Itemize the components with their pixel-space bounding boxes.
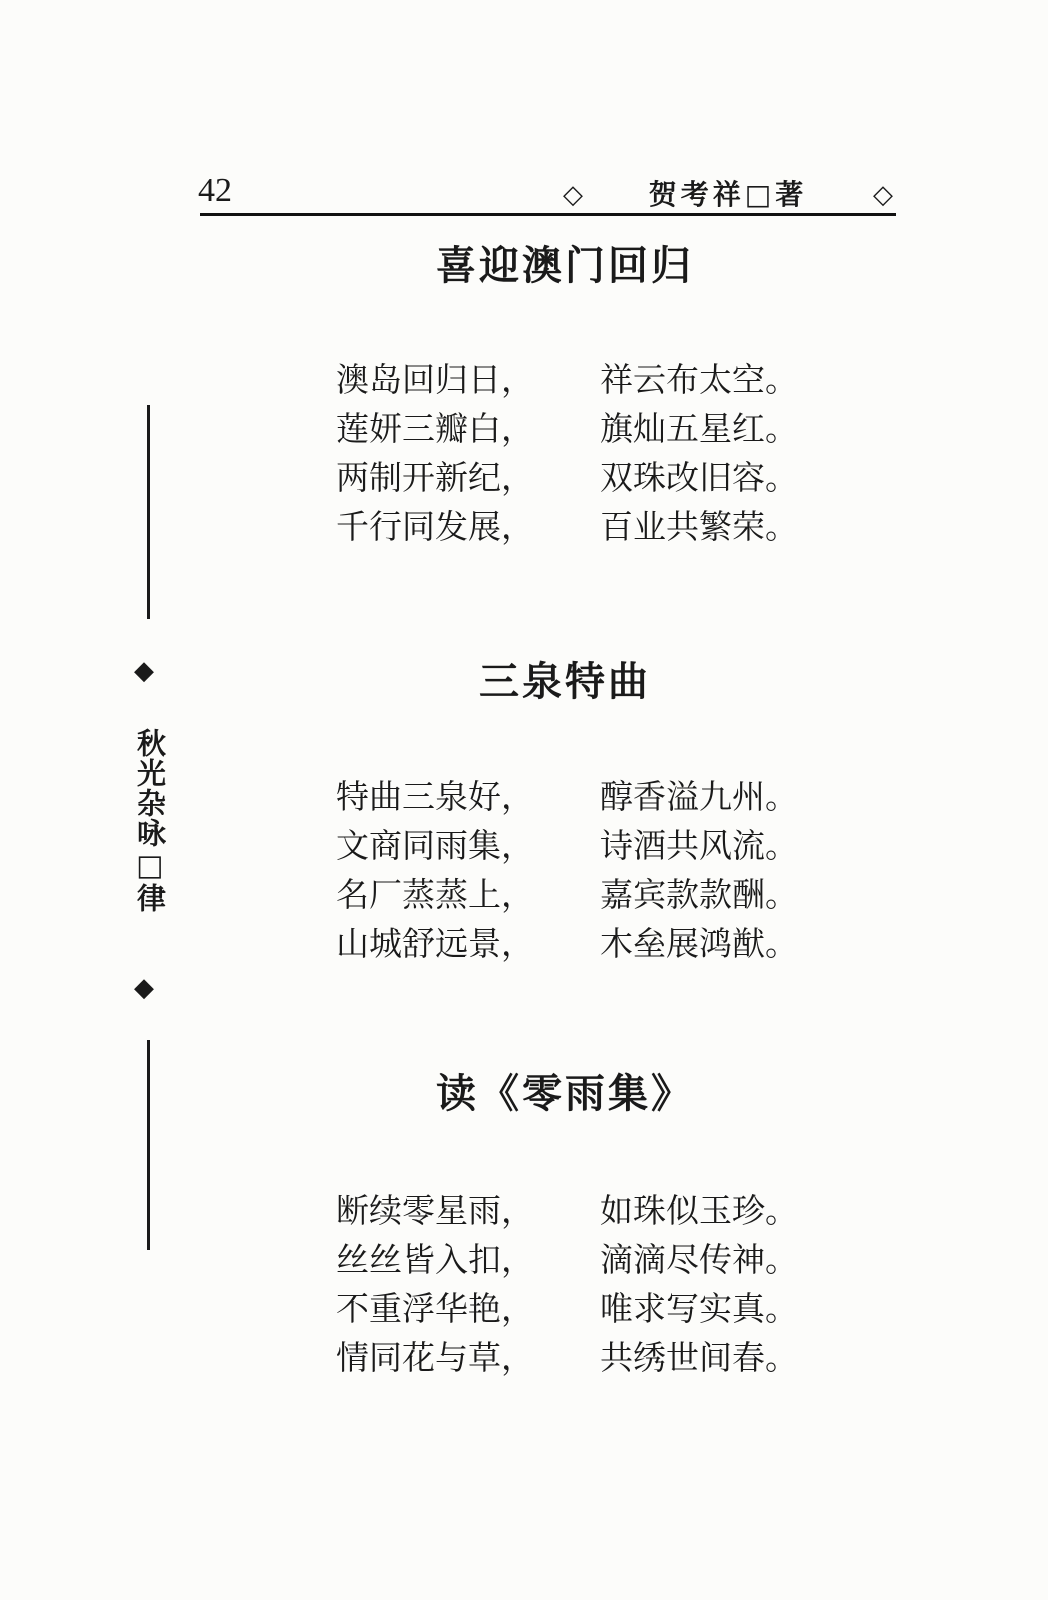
poem-body (336, 1186, 836, 1382)
poem-line-second-half: 诗酒共风流。 (600, 826, 798, 865)
poem-line (336, 1235, 836, 1284)
poem-line-second-half: 嘉宾款款酬。 (600, 875, 798, 914)
poem-line-second-half: 如珠似玉珍。 (600, 1191, 798, 1230)
poem-line-second-half: 旗灿五星红。 (600, 409, 798, 448)
poem-line (336, 1186, 836, 1235)
side-vertical-rule (147, 405, 150, 619)
poem-line-second-half: 共绣世间春。 (600, 1338, 798, 1377)
poem-body (336, 355, 836, 551)
poem-line-second-half: 祥云布太空。 (600, 360, 798, 399)
poem-line-first-half: 千行同发展， (336, 507, 534, 546)
author-name: 贺考祥□著 (648, 178, 808, 211)
poem-line (336, 1284, 836, 1333)
poem-line-first-half: 不重浮华艳， (336, 1289, 534, 1328)
running-header (563, 178, 893, 212)
poem-line-second-half: 滴滴尽传神。 (600, 1240, 798, 1279)
poem-line-first-half: 两制开新纪， (336, 458, 534, 497)
poem-line-first-half: 文商同雨集， (336, 826, 534, 865)
poem-line-first-half: 情同花与草， (336, 1338, 534, 1377)
poem-line-first-half: 断续零星雨， (336, 1191, 534, 1230)
poem-line (336, 453, 836, 502)
diamond-filled-icon: ◆ (134, 973, 154, 1003)
poem-line-second-half: 双珠改旧容。 (600, 458, 798, 497)
page-number: 42 (198, 172, 232, 209)
poem-title: 喜迎澳门回归 (436, 243, 694, 289)
poem-line-first-half: 名厂蒸蒸上， (336, 875, 534, 914)
poem-line (336, 404, 836, 453)
poem-line-second-half: 唯求写实真。 (600, 1289, 798, 1328)
poem-line-second-half: 百业共繁荣。 (600, 507, 798, 546)
header-divider (200, 213, 896, 216)
poem-body (336, 772, 836, 968)
poem-line (336, 919, 836, 968)
poem-line (336, 870, 836, 919)
poem-line (336, 821, 836, 870)
poem-line (336, 355, 836, 404)
poem-line (336, 1333, 836, 1382)
poem-line-first-half: 丝丝皆入扣， (336, 1240, 534, 1279)
diamond-outline-icon: ◇ (873, 180, 893, 210)
poem-line-second-half: 木垒展鸿猷。 (600, 924, 798, 963)
poem-line-first-half: 山城舒远景， (336, 924, 534, 963)
poem-line (336, 502, 836, 551)
poem-line (336, 772, 836, 821)
poem-line-first-half: 澳岛回归日， (336, 360, 534, 399)
poem-line-first-half: 特曲三泉好， (336, 777, 534, 816)
poem-line-second-half: 醇香溢九州。 (600, 777, 798, 816)
poem-line-first-half: 莲妍三瓣白， (336, 409, 534, 448)
poem-title: 读《零雨集》 (436, 1071, 694, 1117)
diamond-filled-icon: ◆ (134, 656, 154, 686)
poem-title: 三泉特曲 (479, 659, 651, 705)
side-vertical-rule (147, 1040, 150, 1250)
diamond-outline-icon: ◇ (563, 180, 583, 210)
section-title-vertical: 秋光杂咏□律 (133, 728, 167, 913)
